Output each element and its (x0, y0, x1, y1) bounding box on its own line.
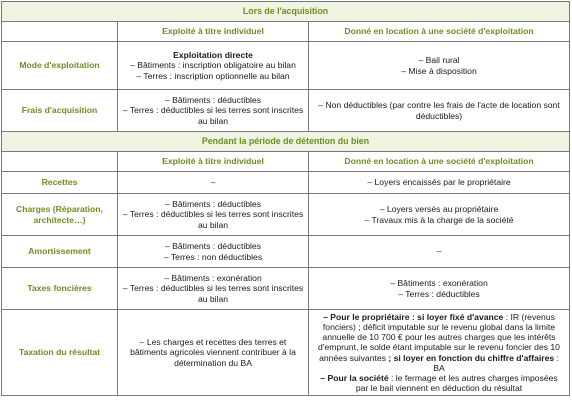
column-header-row (2, 152, 570, 172)
cell-line: – Terres : déductibles (398, 288, 480, 299)
row-label: Taxes foncières (2, 268, 118, 310)
cell-line: – Loyers versés au propriétaire (379, 204, 499, 215)
plain-text: : le fermage et les autres charges imposées par le bail viennent en déduction du résultat (355, 372, 558, 393)
column-header-location: Donné en location à une société d'exploitation (309, 22, 570, 42)
row-label: Recettes (2, 172, 118, 194)
table-row (2, 172, 570, 194)
cell-line: – Bâtiments : inscription obligatoire au bilan (130, 60, 296, 71)
header-blank-cell (2, 22, 118, 42)
bold-text: – Pour la société (320, 372, 389, 383)
fiscal-comparison-table (1, 1, 570, 396)
column-header-location: Donné en location à une société d'exploitation (309, 152, 570, 172)
cell-line: – Terres : non déductibles (163, 251, 263, 262)
plain-text: : BA (433, 352, 559, 373)
table-row (2, 236, 570, 268)
section-header-acquisition (2, 2, 570, 22)
row-label: Charges (Réparation, architecte…) (2, 194, 118, 236)
bold-text: ; si loyer en fonction du chiffre d'affaires (385, 352, 555, 363)
cell-line: – Mise à disposition (401, 65, 477, 76)
cell-individuel (118, 194, 309, 236)
cell-line: – Terres : déductibles si les terres sont inscrites au bilan (122, 283, 304, 304)
cell-line: – Bâtiments : exonération (390, 278, 488, 289)
cell-individuel: – (118, 172, 309, 194)
row-label: Taxation du résultat (2, 310, 118, 396)
cell-line: – Bâtiments : déductibles (164, 199, 262, 210)
cell-line: – Terres : déductibles si les terres sont inscrites au bilan (122, 105, 304, 126)
section-title: Pendant la période de détention du bien (2, 132, 570, 152)
cell-location (309, 268, 570, 310)
cell-location (309, 310, 570, 396)
cell-line: – Bâtiments : exonération (164, 273, 262, 284)
cell-location: – (309, 236, 570, 268)
cell-line: – Bail rural (418, 55, 460, 66)
cell-line: – Bâtiments : déductibles (164, 95, 262, 106)
row-label: Frais d'acquisition (2, 90, 118, 132)
bold-text: – Pour le propriétaire : si loyer fixé d'avance (323, 312, 504, 322)
cell-line: – Terres : inscription optionnelle au bilan (136, 70, 290, 81)
cell-line: – Terres : déductibles si les terres sont inscrites au bilan (122, 209, 304, 230)
cell-location: – Loyers encaissés par le propriétaire (309, 172, 570, 194)
table-row (2, 310, 570, 396)
cell-individuel (118, 42, 309, 90)
column-header-individuel: Exploité à titre individuel (118, 152, 309, 172)
taxation-owner-paragraph (313, 312, 565, 373)
table-row (2, 268, 570, 310)
cell-line: – Non déductibles (par contre les frais de l'acte de location sont déductibles) (318, 100, 560, 121)
taxation-company-paragraph (313, 373, 565, 393)
table-row (2, 90, 570, 132)
row-label: Mode d'exploitation (2, 42, 118, 90)
cell-individuel: – Les charges et recettes des terres et bâtiments agricoles viennent contribuer à la détermination du BA (118, 310, 309, 396)
header-blank-cell (2, 152, 118, 172)
section-title: Lors de l'acquisition (2, 2, 570, 22)
cell-location (309, 42, 570, 90)
table-row (2, 42, 570, 90)
cell-location (309, 90, 570, 132)
column-header-individuel: Exploité à titre individuel (118, 22, 309, 42)
table-row (2, 194, 570, 236)
column-header-row (2, 22, 570, 42)
plain-text: : IR (revenus fonciers) ; déficit imputable sur le revenu global dans la limite annuelle de 10 700 € pour les autres charges que les intérêts d'emprunt, le solde étant imputable sur le revenu foncier des 10 années suivantes (318, 312, 560, 363)
cell-individuel (118, 268, 309, 310)
row-label: Amortissement (2, 236, 118, 268)
cell-line: – Bâtiments : déductibles (164, 241, 262, 252)
section-header-detention (2, 132, 570, 152)
cell-title: Exploitation directe (173, 50, 253, 61)
cell-individuel (118, 90, 309, 132)
cell-location (309, 194, 570, 236)
cell-individuel (118, 236, 309, 268)
cell-line: – Travaux mis à la charge de la société (364, 214, 514, 225)
